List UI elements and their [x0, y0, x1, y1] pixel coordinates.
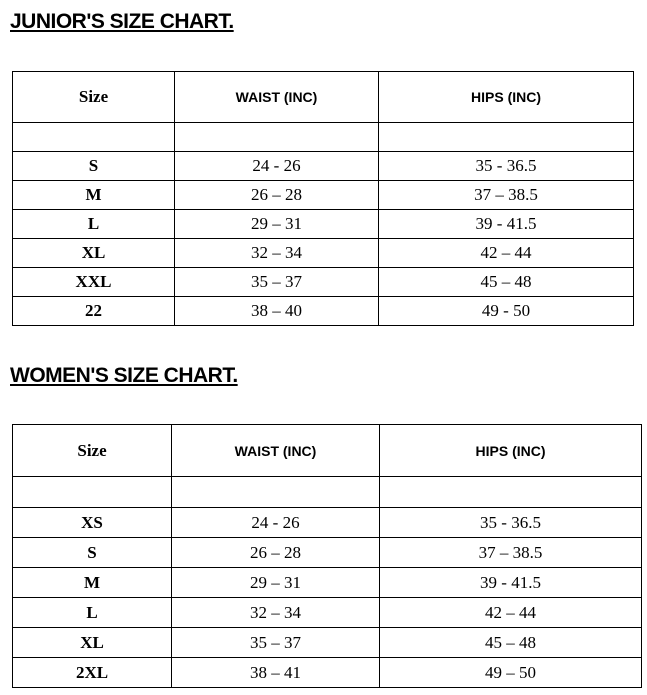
waist-cell: 26 – 28 — [175, 181, 379, 210]
blank-row — [13, 123, 634, 152]
column-header-size: Size — [13, 72, 175, 123]
waist-cell: 35 – 37 — [175, 268, 379, 297]
blank-cell — [172, 477, 380, 508]
hips-cell: 42 – 44 — [380, 598, 642, 628]
table-row — [13, 598, 642, 628]
table-row — [13, 658, 642, 688]
blank-cell — [380, 477, 642, 508]
waist-cell: 29 – 31 — [175, 210, 379, 239]
hips-cell: 35 - 36.5 — [380, 508, 642, 538]
size-cell: XXL — [13, 268, 175, 297]
table-row — [13, 210, 634, 239]
hips-cell: 49 – 50 — [380, 658, 642, 688]
waist-cell: 38 – 41 — [172, 658, 380, 688]
waist-cell: 24 - 26 — [175, 152, 379, 181]
waist-cell: 38 – 40 — [175, 297, 379, 326]
size-cell: XL — [13, 239, 175, 268]
size-cell: S — [13, 152, 175, 181]
women-size-table — [12, 424, 642, 688]
column-header-size: Size — [13, 425, 172, 477]
table-header-row — [13, 425, 642, 477]
hips-cell: 45 – 48 — [380, 628, 642, 658]
table-row — [13, 297, 634, 326]
column-header-hips: HIPS (INC) — [380, 425, 642, 477]
size-cell: L — [13, 210, 175, 239]
blank-cell — [13, 477, 172, 508]
blank-cell — [13, 123, 175, 152]
size-cell: XL — [13, 628, 172, 658]
table-header-row — [13, 72, 634, 123]
hips-cell: 49 - 50 — [379, 297, 634, 326]
size-cell: 2XL — [13, 658, 172, 688]
column-header-waist: WAIST (INC) — [175, 72, 379, 123]
column-header-waist: WAIST (INC) — [172, 425, 380, 477]
table-row — [13, 508, 642, 538]
table-row — [13, 568, 642, 598]
hips-cell: 39 - 41.5 — [379, 210, 634, 239]
table-row — [13, 538, 642, 568]
table-row — [13, 152, 634, 181]
hips-cell: 39 - 41.5 — [380, 568, 642, 598]
hips-cell: 37 – 38.5 — [379, 181, 634, 210]
waist-cell: 29 – 31 — [172, 568, 380, 598]
size-cell: S — [13, 538, 172, 568]
size-cell: 22 — [13, 297, 175, 326]
hips-cell: 37 – 38.5 — [380, 538, 642, 568]
table-row — [13, 268, 634, 297]
blank-cell — [379, 123, 634, 152]
table-row — [13, 239, 634, 268]
table-row — [13, 628, 642, 658]
waist-cell: 26 – 28 — [172, 538, 380, 568]
hips-cell: 35 - 36.5 — [379, 152, 634, 181]
waist-cell: 32 – 34 — [175, 239, 379, 268]
junior-size-table — [12, 71, 634, 326]
waist-cell: 32 – 34 — [172, 598, 380, 628]
waist-cell: 35 – 37 — [172, 628, 380, 658]
size-cell: L — [13, 598, 172, 628]
table-row — [13, 181, 634, 210]
hips-cell: 42 – 44 — [379, 239, 634, 268]
blank-row — [13, 477, 642, 508]
size-cell: XS — [13, 508, 172, 538]
blank-cell — [175, 123, 379, 152]
size-cell: M — [13, 181, 175, 210]
hips-cell: 45 – 48 — [379, 268, 634, 297]
waist-cell: 24 - 26 — [172, 508, 380, 538]
column-header-hips: HIPS (INC) — [379, 72, 634, 123]
women-size-chart-heading: WOMEN'S SIZE CHART. — [10, 364, 238, 387]
size-cell: M — [13, 568, 172, 598]
junior-size-chart-heading: JUNIOR'S SIZE CHART. — [10, 10, 234, 33]
